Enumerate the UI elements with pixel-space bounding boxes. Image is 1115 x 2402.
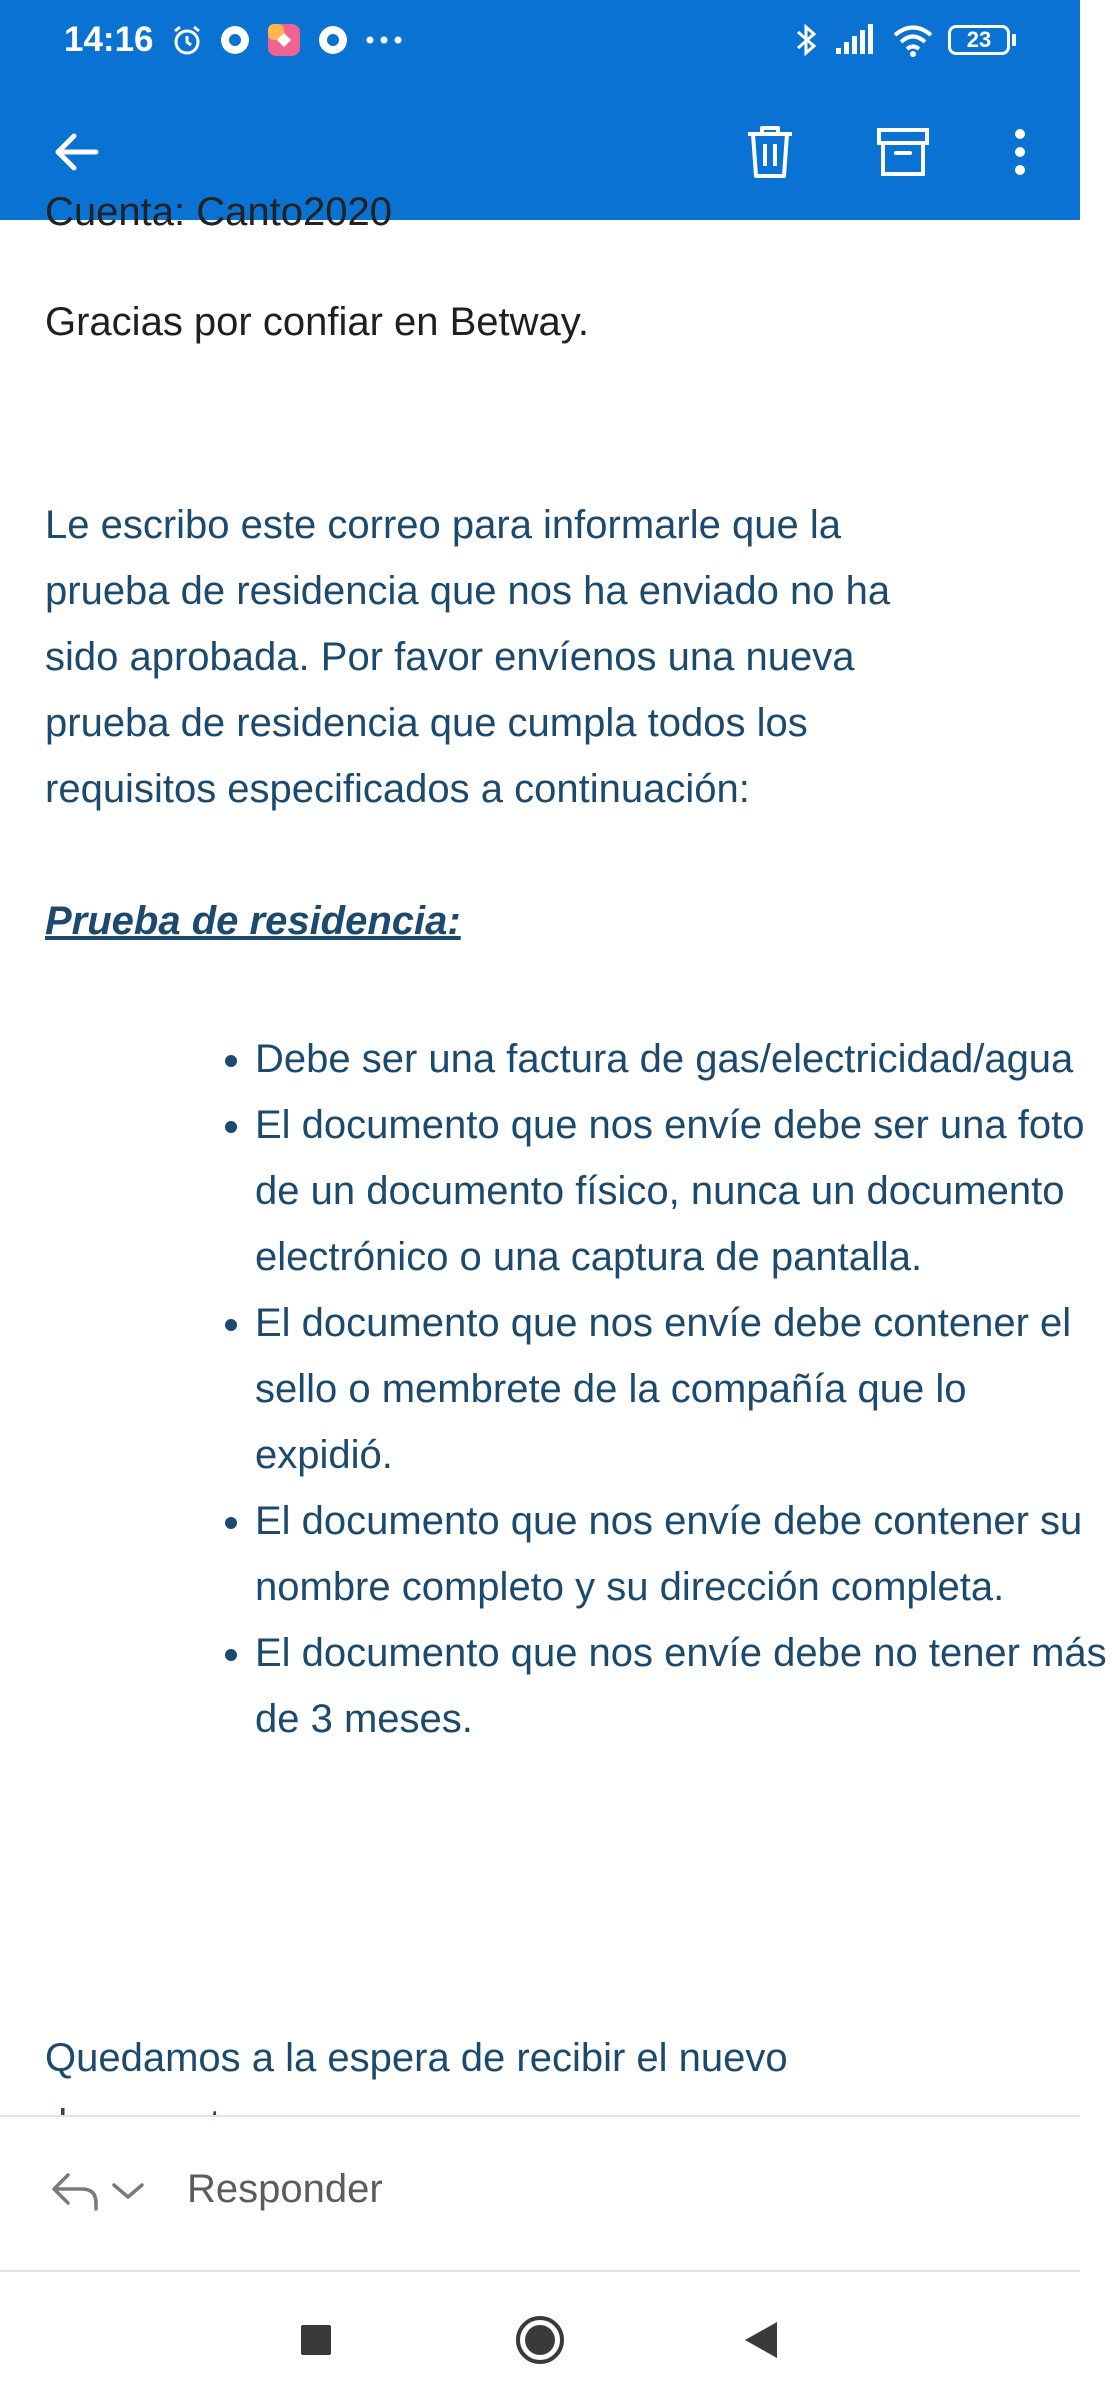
status-icons-right	[794, 22, 1016, 58]
back-triangle-icon	[743, 2320, 779, 2360]
closing-line: Quedamos a la espera de recibir el nuevo	[45, 2036, 788, 2080]
system-nav-bar	[0, 2270, 1080, 2402]
requirements-list	[195, 1026, 1115, 1752]
back-nav-button[interactable]	[735, 2314, 787, 2366]
chrome-icon	[218, 23, 252, 57]
trash-icon	[742, 122, 798, 182]
alarm-icon	[170, 23, 204, 57]
chevron-down-icon	[110, 2179, 146, 2203]
email-body	[0, 190, 1107, 2115]
paragraph-line: requisitos especificados a continuación:	[45, 767, 750, 811]
list-item: • Debe ser una factura de gas/electricidad/agua	[255, 1026, 1115, 1092]
more-notifications-icon	[364, 23, 404, 57]
reply-footer	[0, 2115, 1080, 2272]
more-vertical-icon	[1010, 122, 1030, 182]
reply-button[interactable]: Responder	[187, 2167, 383, 2211]
list-item: • El documento que nos envíe debe contener su nombre completo y su dirección completa.	[255, 1488, 1115, 1620]
chrome-icon	[316, 23, 350, 57]
signal-icon	[834, 22, 878, 58]
list-item: • El documento que nos envíe debe contener el sello o membrete de la compañía que lo expidió.	[255, 1290, 1115, 1488]
archive-button[interactable]	[863, 112, 943, 192]
list-item: • El documento que nos envíe debe ser una foto de un documento físico, nunca un documento electrónico o una captura de pantalla.	[255, 1092, 1115, 1290]
back-arrow-icon	[46, 122, 106, 182]
square-icon	[299, 2323, 333, 2357]
status-bar	[0, 0, 1080, 84]
battery-icon	[948, 25, 1016, 55]
paragraph-line: prueba de residencia que cumpla todos los	[45, 701, 808, 745]
status-icons-left	[170, 22, 404, 58]
recents-button[interactable]	[290, 2314, 342, 2366]
status-time: 14:16	[64, 20, 154, 59]
section-heading: Prueba de residencia:	[45, 899, 461, 943]
battery-level: 23	[966, 27, 992, 52]
archive-icon	[873, 122, 933, 182]
email-account-line: Cuenta: Canto2020	[45, 190, 392, 234]
bluetooth-icon	[794, 22, 820, 58]
greeting-text: Gracias por confiar en Betway.	[45, 300, 589, 344]
reply-options-button[interactable]	[48, 2161, 160, 2221]
home-circle-icon	[514, 2314, 566, 2366]
paragraph-line: sido aprobada. Por favor envíenos una nueva	[45, 635, 855, 679]
delete-button[interactable]	[730, 112, 810, 192]
wifi-icon	[892, 22, 934, 58]
app-icon	[266, 22, 302, 58]
paragraph-line: prueba de residencia que nos ha enviado no ha	[45, 569, 891, 613]
back-button[interactable]	[36, 112, 116, 192]
home-button[interactable]	[512, 2312, 568, 2368]
more-options-button[interactable]	[980, 112, 1060, 192]
list-item: • El documento que nos envíe debe no tener más de 3 meses.	[255, 1620, 1115, 1752]
reply-icon	[48, 2169, 102, 2213]
paragraph-line: Le escribo este correo para informarle que la	[45, 503, 841, 547]
